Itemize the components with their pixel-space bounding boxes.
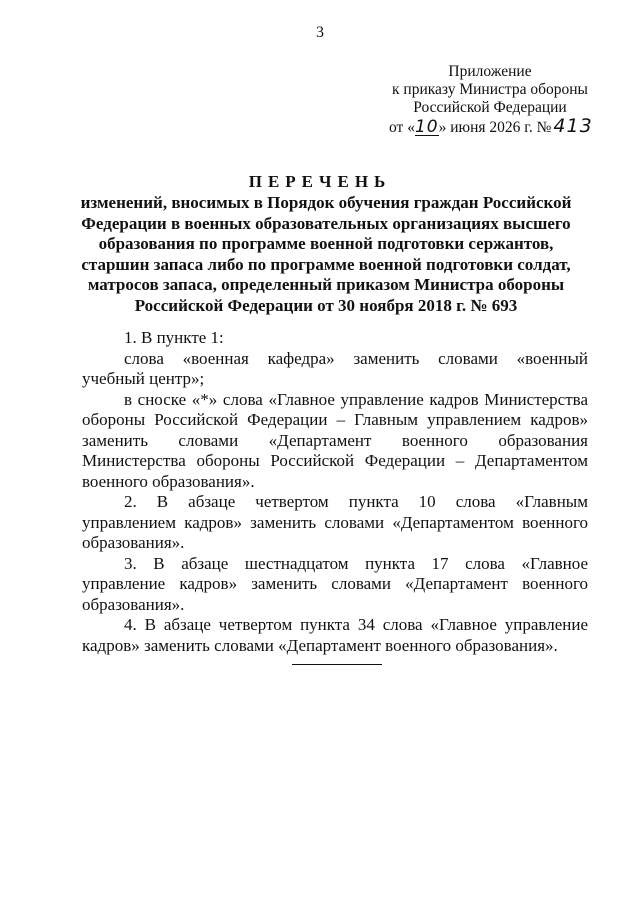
item-2-line: 2. В абзаце четвертом пункта 10 слова «Главным — [124, 492, 588, 511]
subtitle-line: старшин запаса либо по программе военной подготовки солдат, — [81, 254, 571, 274]
item-1-para-b-line: заменить словами «Департамент военного образования — [82, 430, 588, 450]
appendix-label: Приложение — [448, 63, 532, 80]
item-1-para-a-line: слова «военная кафедра» заменить словами «военный — [124, 348, 588, 368]
order-number-handwritten: 413 — [553, 115, 593, 137]
item-3-line: управление кадров» заменить словами «Департамент военного — [82, 574, 588, 593]
item-2-line: образования». — [82, 533, 185, 552]
item-1-para-b-line: военного образования». — [82, 471, 255, 491]
appendix-header — [370, 63, 610, 137]
item-1-para-b-line: обороны Российской Федерации – Главным управлением кадров» — [82, 410, 588, 429]
document-body — [82, 328, 588, 656]
end-divider — [292, 664, 382, 665]
page-number: 3 — [316, 24, 324, 41]
item-1-para-b-line: в сноске «*» слова «Главное управление кадров Министерства — [124, 389, 588, 409]
subtitle-line: изменений, вносимых в Порядок обучения граждан Российской — [80, 193, 572, 212]
item-1-heading: 1. В пункте 1: — [124, 328, 224, 347]
order-mid: » июня 2026 г. № — [438, 119, 552, 136]
subtitle-line: Российской Федерации от 30 ноября 2018 г. № 693 — [134, 295, 518, 315]
item-1-para-b-line: Министерства обороны Российской Федерации – Департаментом — [82, 451, 588, 470]
item-3-line: 3. В абзаце шестнадцатом пункта 17 слова «Главное — [124, 553, 588, 573]
document-title: ПЕРЕЧЕНЬ — [248, 172, 392, 191]
appendix-order-ref: к приказу Министра обороны — [392, 81, 588, 98]
appendix-order-date — [370, 117, 610, 137]
subtitle-line: матросов запаса, определенный приказом Министра обороны — [87, 275, 565, 294]
order-day-handwritten: 10 — [414, 117, 439, 137]
subtitle-line: образования по программе военной подготовки сержантов, — [98, 234, 554, 253]
item-4-line: кадров» заменить словами «Департамент военного образования». — [82, 635, 558, 655]
subtitle-line: Федерации в военных образовательных организациях высшего — [81, 213, 571, 233]
order-prefix: от « — [389, 119, 415, 136]
item-4-line: 4. В абзаце четвертом пункта 34 слова «Главное управление — [124, 615, 588, 634]
document-subtitle — [60, 193, 592, 316]
item-2-line: управлением кадров» заменить словами «Департаментом военного — [82, 512, 588, 532]
item-3-line: образования». — [82, 594, 185, 614]
appendix-org: Российской Федерации — [413, 99, 567, 116]
item-1-para-a-line: учебный центр»; — [82, 369, 205, 388]
